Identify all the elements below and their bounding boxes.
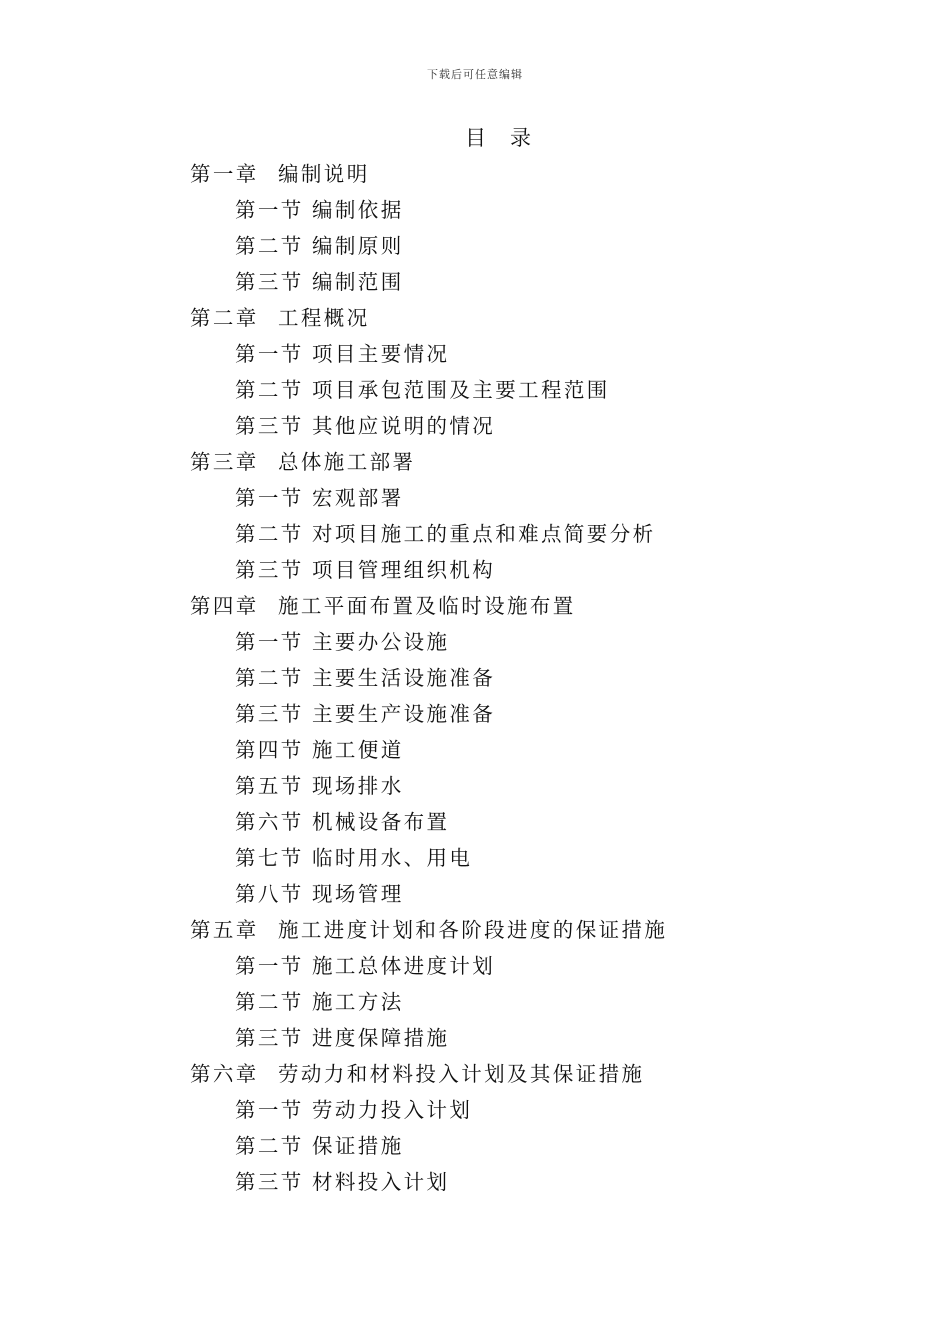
section-title: 项目管理组织机构 xyxy=(312,558,496,582)
toc-chapter-entry[interactable] xyxy=(190,590,890,626)
page-header: 下载后可任意编辑 xyxy=(427,68,523,81)
section-number: 第三节 xyxy=(235,558,304,582)
toc-title-right: 录 xyxy=(510,126,535,150)
toc-section-entry[interactable] xyxy=(190,338,890,374)
section-number: 第二节 xyxy=(235,666,304,690)
toc-section-entry[interactable] xyxy=(190,806,890,842)
section-number: 第七节 xyxy=(235,846,304,870)
section-title: 施工方法 xyxy=(312,990,404,1014)
section-title: 编制依据 xyxy=(312,198,404,222)
toc-section-entry[interactable] xyxy=(190,230,890,266)
section-title: 编制范围 xyxy=(312,270,404,294)
section-number: 第一节 xyxy=(235,486,304,510)
toc-section-entry[interactable] xyxy=(190,194,890,230)
section-number: 第二节 xyxy=(235,990,304,1014)
toc-title xyxy=(0,122,950,152)
chapter-number: 第二章 xyxy=(190,306,259,330)
toc-chapter-entry[interactable] xyxy=(190,302,890,338)
chapter-number: 第三章 xyxy=(190,450,259,474)
section-number: 第一节 xyxy=(235,630,304,654)
toc-section-entry[interactable] xyxy=(190,662,890,698)
chapter-title: 编制说明 xyxy=(278,162,370,186)
toc-section-entry[interactable] xyxy=(190,698,890,734)
section-number: 第五节 xyxy=(235,774,304,798)
chapter-number: 第五章 xyxy=(190,918,259,942)
section-number: 第二节 xyxy=(235,234,304,258)
chapter-title: 工程概况 xyxy=(278,306,370,330)
section-title: 现场排水 xyxy=(312,774,404,798)
section-number: 第三节 xyxy=(235,702,304,726)
toc-section-entry[interactable] xyxy=(190,878,890,914)
toc-section-entry[interactable] xyxy=(190,518,890,554)
section-number: 第四节 xyxy=(235,738,304,762)
toc-section-entry[interactable] xyxy=(190,770,890,806)
toc-chapter-entry[interactable] xyxy=(190,446,890,482)
toc-section-entry[interactable] xyxy=(190,1130,890,1166)
toc-section-entry[interactable] xyxy=(190,374,890,410)
table-of-contents xyxy=(190,158,890,1202)
section-number: 第三节 xyxy=(235,1026,304,1050)
toc-section-entry[interactable] xyxy=(190,1166,890,1202)
toc-chapter-entry[interactable] xyxy=(190,158,890,194)
section-title: 其他应说明的情况 xyxy=(312,414,496,438)
section-title: 主要生产设施准备 xyxy=(312,702,496,726)
toc-section-entry[interactable] xyxy=(190,626,890,662)
chapter-title: 施工平面布置及临时设施布置 xyxy=(278,594,576,618)
chapter-title: 施工进度计划和各阶段进度的保证措施 xyxy=(278,918,668,942)
section-title: 施工便道 xyxy=(312,738,404,762)
section-title: 保证措施 xyxy=(312,1134,404,1158)
section-number: 第二节 xyxy=(235,1134,304,1158)
section-number: 第三节 xyxy=(235,1170,304,1194)
chapter-title: 总体施工部署 xyxy=(278,450,416,474)
toc-section-entry[interactable] xyxy=(190,842,890,878)
section-number: 第二节 xyxy=(235,378,304,402)
toc-section-entry[interactable] xyxy=(190,410,890,446)
section-title: 编制原则 xyxy=(312,234,404,258)
section-title: 项目承包范围及主要工程范围 xyxy=(312,378,610,402)
section-title: 宏观部署 xyxy=(312,486,404,510)
chapter-number: 第六章 xyxy=(190,1062,259,1086)
section-number: 第三节 xyxy=(235,414,304,438)
section-title: 主要办公设施 xyxy=(312,630,450,654)
toc-section-entry[interactable] xyxy=(190,554,890,590)
section-title: 现场管理 xyxy=(312,882,404,906)
section-number: 第三节 xyxy=(235,270,304,294)
toc-section-entry[interactable] xyxy=(190,1094,890,1130)
section-title: 劳动力投入计划 xyxy=(312,1098,473,1122)
section-title: 施工总体进度计划 xyxy=(312,954,496,978)
toc-section-entry[interactable] xyxy=(190,734,890,770)
toc-title-left: 目 xyxy=(465,126,490,150)
toc-chapter-entry[interactable] xyxy=(190,1058,890,1094)
section-title: 临时用水、用电 xyxy=(312,846,473,870)
section-title: 对项目施工的重点和难点简要分析 xyxy=(312,522,656,546)
toc-section-entry[interactable] xyxy=(190,1022,890,1058)
section-number: 第八节 xyxy=(235,882,304,906)
section-number: 第一节 xyxy=(235,1098,304,1122)
section-title: 项目主要情况 xyxy=(312,342,450,366)
section-number: 第六节 xyxy=(235,810,304,834)
section-number: 第二节 xyxy=(235,522,304,546)
section-title: 材料投入计划 xyxy=(312,1170,450,1194)
toc-section-entry[interactable] xyxy=(190,950,890,986)
toc-section-entry[interactable] xyxy=(190,266,890,302)
section-number: 第一节 xyxy=(235,198,304,222)
toc-chapter-entry[interactable] xyxy=(190,914,890,950)
chapter-number: 第四章 xyxy=(190,594,259,618)
chapter-title: 劳动力和材料投入计划及其保证措施 xyxy=(278,1062,645,1086)
section-number: 第一节 xyxy=(235,954,304,978)
section-title: 主要生活设施准备 xyxy=(312,666,496,690)
toc-section-entry[interactable] xyxy=(190,986,890,1022)
section-number: 第一节 xyxy=(235,342,304,366)
toc-section-entry[interactable] xyxy=(190,482,890,518)
section-title: 进度保障措施 xyxy=(312,1026,450,1050)
chapter-number: 第一章 xyxy=(190,162,259,186)
section-title: 机械设备布置 xyxy=(312,810,450,834)
